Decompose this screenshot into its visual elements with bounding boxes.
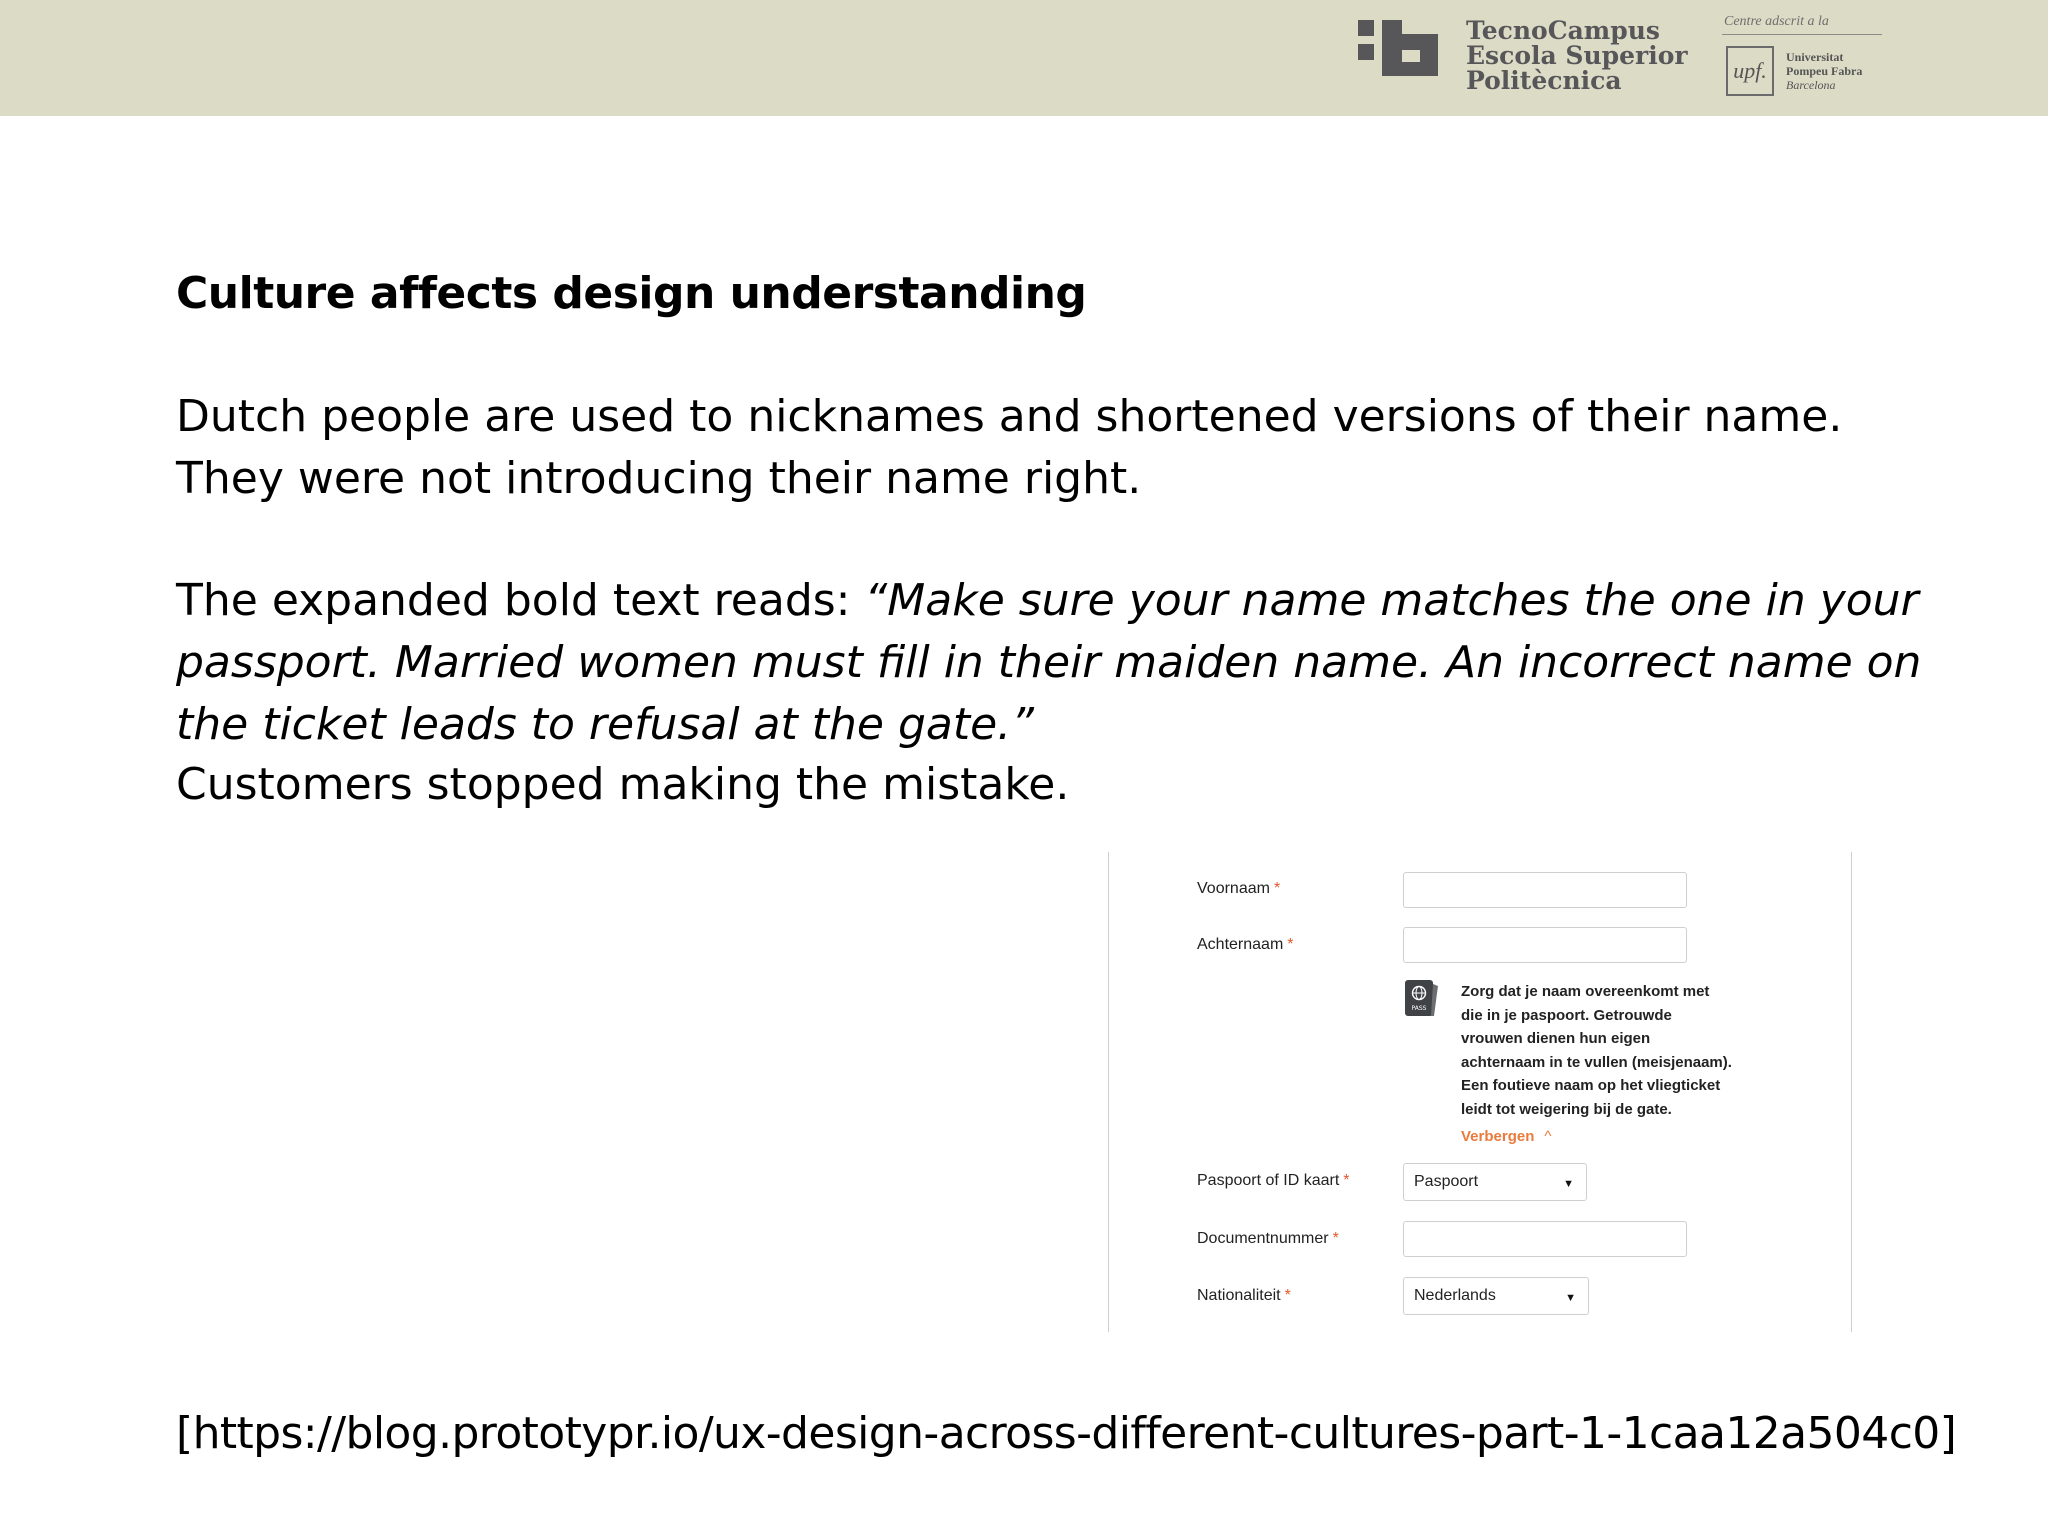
paragraph-outcome: Customers stopped making the mistake. xyxy=(176,759,1070,810)
caret-down-icon: ▼ xyxy=(1565,1292,1576,1304)
document-type-select[interactable]: Paspoort ▼ xyxy=(1403,1163,1587,1201)
voornaam-input[interactable] xyxy=(1403,872,1687,908)
source-link[interactable]: [https://blog.prototypr.io/ux-design-across-different-cultures-part-1-1caa12a504c0] xyxy=(176,1408,1957,1459)
label-nationality: Nationaliteit * xyxy=(1197,1287,1291,1304)
svg-text:PASS: PASS xyxy=(1411,1005,1427,1012)
tecnocampus-logo-icon xyxy=(1358,20,1444,76)
upf-logo-icon: upf. xyxy=(1726,46,1774,96)
achternaam-input[interactable] xyxy=(1403,927,1687,963)
label-achternaam: Achternaam * xyxy=(1197,936,1294,953)
paragraph-quote: The expanded bold text reads: “Make sure your name matches the one in your passport. Married women must fill in their maiden name. An incorrect name on the ticket leads to refusal at the gate.” xyxy=(176,575,1922,750)
paragraph-nicknames: Dutch people are used to nicknames and shortened versions of their name. They were not introducing their name right. xyxy=(176,391,1843,504)
caret-down-icon: ▼ xyxy=(1563,1178,1574,1190)
upf-caption: Centre adscrit a la xyxy=(1724,14,1829,29)
document-number-input[interactable] xyxy=(1403,1221,1687,1257)
header-band xyxy=(0,0,2048,116)
chevron-up-icon: ^ xyxy=(1544,1128,1552,1145)
form-screenshot xyxy=(1108,852,1852,1332)
label-voornaam: Voornaam * xyxy=(1197,880,1281,897)
label-document-type: Paspoort of ID kaart * xyxy=(1197,1172,1350,1189)
upf-divider xyxy=(1722,34,1882,35)
nationality-select[interactable]: Nederlands ▼ xyxy=(1403,1277,1589,1315)
upf-name: Universitat Pompeu Fabra Barcelona xyxy=(1786,50,1863,92)
passport-name-hint: Zorg dat je naam overeenkomt met die in je paspoort. Getrouwde vrouwen dienen hun eigen achternaam in te vullen (meisjenaam). Een foutieve naam op het vliegticket leidt tot weigering bij de gate. xyxy=(1461,983,1732,1118)
tecnocampus-wordmark: TecnoCampus Escola Superior Politècnica xyxy=(1466,16,1688,95)
hide-hint-link[interactable]: Verbergen ^ xyxy=(1461,1128,1552,1145)
label-document-number: Documentnummer * xyxy=(1197,1230,1339,1247)
slide-title: Culture affects design understanding xyxy=(176,268,1087,319)
passport-icon xyxy=(1401,978,1441,1018)
